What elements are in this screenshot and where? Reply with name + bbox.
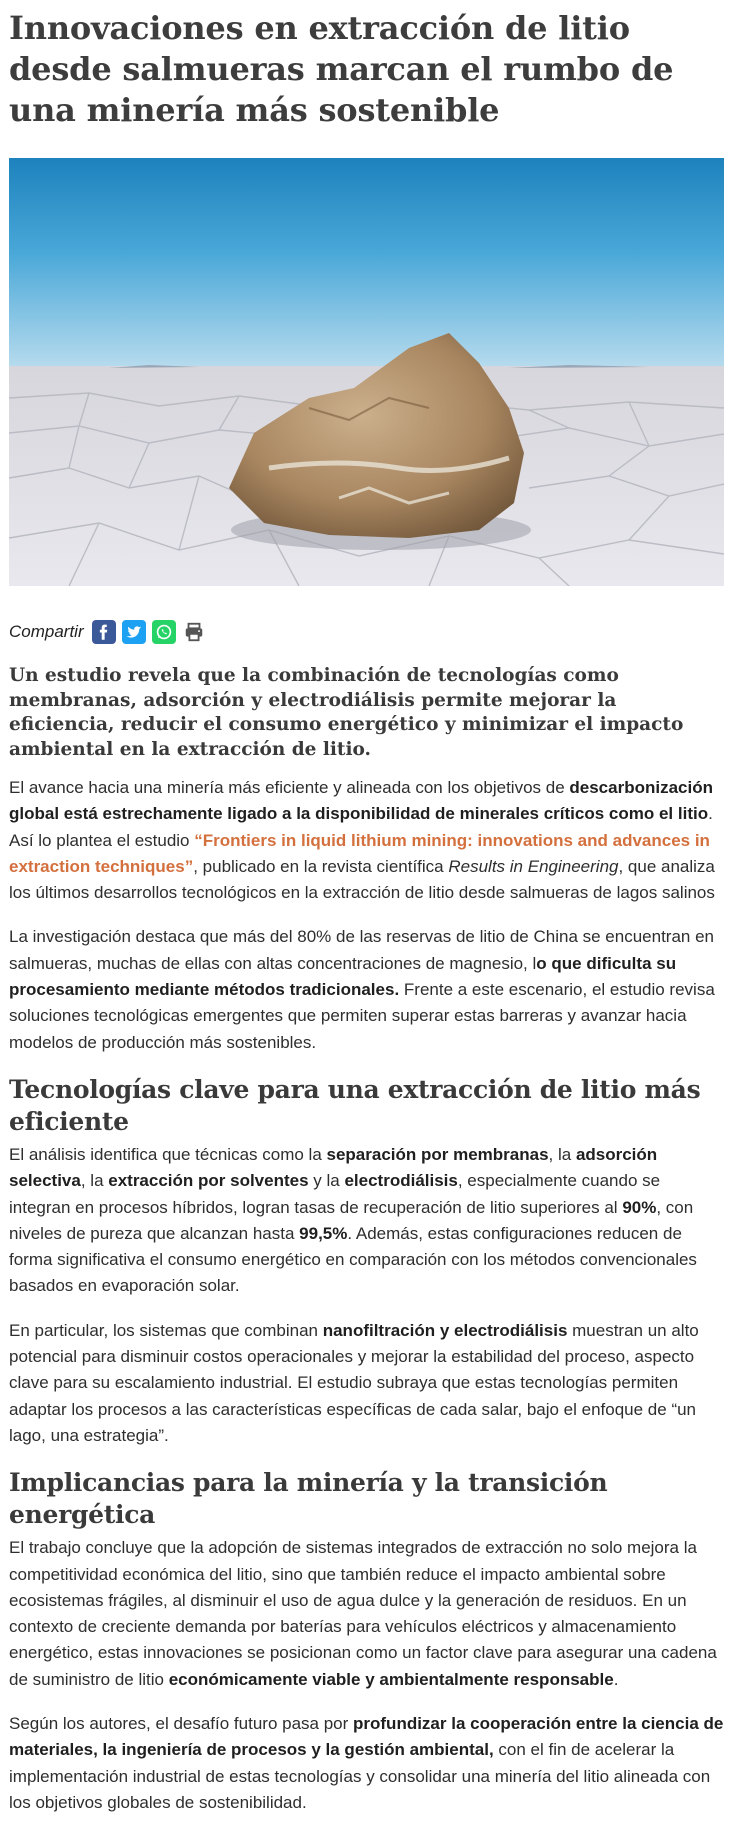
text: y la [308,1171,345,1191]
facebook-icon [93,621,115,643]
paragraph-3 [9,1142,724,1300]
hero-image [9,158,724,586]
bold-text: económicamente viable y ambientalmente responsable [168,1669,614,1689]
text: , la [80,1171,109,1191]
text: , que analiza los últimos desarrollos tecnológicos en la extracción de litio desde salmueras de lagos salinos [9,856,715,903]
study-link[interactable]: “Frontiers in liquid lithium mining: innovations and advances in extraction techniques” [9,830,710,876]
whatsapp-share-button[interactable] [152,620,176,644]
text: . Así lo plantea el estudio [9,804,713,850]
print-icon [183,621,205,643]
text: En particular, los sistemas que combinan [9,1320,323,1340]
bold-text: nanofiltración y electrodiálisis [322,1320,568,1340]
bold-text: extracción por solventes [108,1171,309,1191]
text: muestran un alto potencial para disminuir costos operacionales y mejorar la estabilidad del proceso, aspecto clave para su escalamiento industrial. El estudio subraya que estas tecnologías permiten adaptar los procesos a las características específicas de cada salar, bajo el enfoque de “un lago, una estrategia”. [9,1320,699,1445]
text: El análisis identifica que técnicas como la [9,1144,327,1164]
text: Según los autores, el desafío futuro pasa por [9,1714,354,1734]
text: El trabajo concluye que la adopción de sistemas integrados de extracción no solo mejora la competitividad económica del litio, sino que también reduce el impacto ambiental sobre ecosistemas frágiles, al disminuir el uso de agua dulce y la generación de residuos. En un contexto de creciente demanda por baterías para vehículos eléctricos y almacenamiento energético, estas innovaciones se posicionan como un factor clave para asegurar una cadena de suministro de litio [9,1538,717,1689]
text: , publicado en la revista científica [193,856,449,876]
section-heading-2: Implicancias para la minería y la transición energética [9,1468,608,1530]
paragraph-4 [9,1318,724,1449]
twitter-share-button[interactable] [122,620,146,644]
text: Frente a este escenario, el estudio revisa soluciones tecnológicas emergentes que permiten superar estas barreras y avanzar hacia modelos de producción más sostenibles. [9,980,715,1052]
bold-text: separación por membranas [326,1144,549,1164]
salt-flat-rock-image [9,158,724,586]
text: La investigación destaca que más del 80% de las reservas de litio de China se encuentran en salmueras, muchas de ellas con altas concentraciones de magnesio, l [9,927,714,973]
share-label: Compartir [9,622,84,641]
section-heading-1: Tecnologías clave para una extracción de litio más eficiente [9,1074,701,1136]
bold-text: adsorción selectiva [9,1144,658,1191]
bold-text: 99,5% [299,1223,348,1243]
whatsapp-icon [153,621,175,643]
bold-text: descarbonización global está estrechamente ligado a la disponibilidad de minerales críticos como el litio [9,778,713,824]
bold-text: 90% [622,1197,657,1217]
bold-text: o que dificulta su procesamiento mediante métodos tradicionales. [9,953,677,1000]
paragraph-6 [9,1711,724,1816]
facebook-share-button[interactable] [92,620,116,644]
share-bar [9,618,212,646]
text: con el fin de acelerar la implementación industrial de estas tecnologías y consolidar una minería del litio alineada con los objetivos globales de sostenibilidad. [9,1740,711,1812]
text: , especialmente cuando se integran en procesos híbridos, logran tasas de recuperación de litio superiores al [9,1171,661,1217]
article-lead: Un estudio revela que la combinación de tecnologías como membranas, adsorción y electrodiálisis permite mejorar la eficiencia, reducir el consumo energético y minimizar el impacto ambiental en la extracción de litio. [9,665,684,760]
journal-name: Results in Engineering [448,856,619,876]
text: . [613,1669,619,1689]
text: . Además, estas configuraciones reducen de forma significativa el consumo energético en comparación con los métodos convencionales basados en evaporación solar. [9,1223,697,1296]
twitter-icon [123,621,145,643]
article-body [9,775,724,1834]
text: , la [548,1144,576,1164]
paragraph-1 [9,775,724,906]
bold-text: electrodiálisis [344,1171,458,1191]
print-button[interactable] [182,620,206,644]
text: , con niveles de pureza que alcanzan hasta [9,1197,694,1243]
paragraph-5 [9,1535,724,1693]
article [9,0,724,131]
paragraph-2 [9,924,724,1055]
text: El avance hacia una minería más eficiente y alineada con los objetivos de [9,778,570,797]
article-title: Innovaciones en extracción de litio desde salmueras marcan el rumbo de una minería más sostenible [9,9,674,129]
bold-text: profundizar la cooperación entre la ciencia de materiales, la ingeniería de procesos y la gestión ambiental, [9,1714,724,1760]
